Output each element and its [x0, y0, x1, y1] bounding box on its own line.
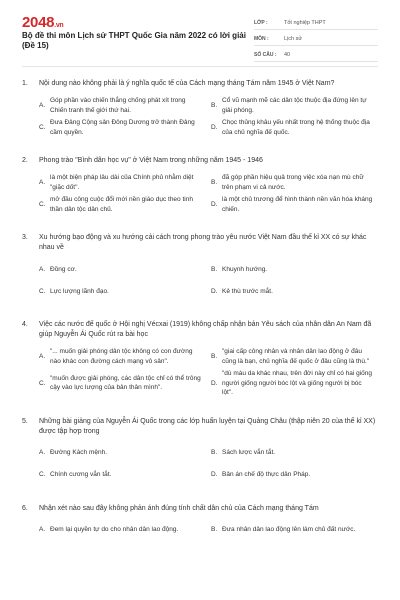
- option-b[interactable]: [211, 444, 383, 463]
- option-letter: B.: [211, 101, 218, 109]
- question-3: [22, 233, 378, 304]
- question-text: Nội dung nào không phải là ý nghĩa quốc tế của Cách mạng tháng Tám năm 1945 ở Việt Nam?: [39, 80, 335, 87]
- option-b[interactable]: [211, 96, 383, 115]
- option-c[interactable]: [39, 282, 211, 301]
- option-letter: B.: [211, 265, 218, 273]
- option-text: Chọc thủng khâu yếu nhất trong hệ thống thuộc địa của chủ nghĩa đế quốc.: [222, 119, 370, 136]
- option-text: "dù màu da khác nhau, trên đời này chỉ có hai giống người giống người bóc lột và giống người bị bóc lột".: [222, 370, 373, 396]
- option-letter: B.: [211, 526, 218, 534]
- option-b[interactable]: [211, 347, 383, 366]
- option-c[interactable]: [39, 118, 211, 137]
- option-letter: D.: [211, 123, 218, 131]
- option-letter: A.: [39, 449, 46, 457]
- option-letter: B.: [211, 449, 218, 457]
- option-text: là một biện pháp lâu dài của Chính phủ nhằm diệt "giặc dốt".: [50, 174, 194, 191]
- option-text: Đưa nhân dân lao động lên làm chủ đất nước.: [222, 526, 356, 534]
- option-b[interactable]: [211, 521, 383, 540]
- option-text: "muốn được giải phóng, các dân tộc chỉ có thể trông cậy vào lực lượng của bản thân mình".: [50, 374, 201, 392]
- option-text: Đồng cơ.: [50, 265, 77, 273]
- meta-row-count: [254, 48, 378, 62]
- question-text: Việc các nước đế quốc ở Hội nghị Vécxai (1919) không chấp nhận bản Yêu sách của nhân dân An Nam đã giúp Nguyễn Ái Quốc rút ra bài học: [39, 321, 372, 338]
- option-c[interactable]: [39, 369, 211, 398]
- option-text: "giai cấp công nhân và nhân dân lao động ở đâu cũng là bạn, chủ nghĩa đế quốc ở đâu cũng là thù.": [222, 348, 370, 365]
- option-text: Đưa Đảng Cộng sản Đông Dương trở thành Đảng cầm quyền.: [50, 119, 195, 136]
- question-1: [22, 79, 378, 140]
- option-d[interactable]: [211, 195, 383, 214]
- option-letter: D.: [211, 379, 218, 387]
- question-text: Phong trào "Bình dân học vụ" ở Việt Nam trong những năm 1945 - 1946: [39, 157, 263, 164]
- page-title: Bộ đề thi môn Lịch sử THPT Quốc Gia năm 2022 có lời giải (Đề 15): [22, 31, 246, 50]
- option-d[interactable]: [211, 466, 383, 485]
- option-text: Kẻ thù trước mắt.: [222, 287, 273, 295]
- question-number: 1.: [22, 80, 28, 87]
- option-letter: D.: [211, 200, 218, 208]
- option-a[interactable]: [39, 521, 211, 540]
- option-a[interactable]: [39, 347, 211, 366]
- option-text: Đường Kách mệnh.: [50, 449, 108, 457]
- option-a[interactable]: [39, 444, 211, 463]
- question-number: 4.: [22, 321, 28, 328]
- question-number: 3.: [22, 234, 28, 241]
- option-text: Khuynh hướng.: [222, 265, 268, 273]
- option-text: Lực lượng lãnh đạo.: [50, 287, 109, 295]
- question-2: [22, 156, 378, 217]
- meta-label: LỚP :: [254, 19, 268, 26]
- option-letter: A.: [39, 101, 46, 109]
- option-letter: C.: [39, 287, 46, 295]
- option-text: là một chủ trương để hình thành nền văn hóa kháng chiến.: [222, 196, 373, 213]
- question-6: [22, 504, 378, 543]
- meta-value: Lịch sử: [284, 35, 303, 42]
- site-logo[interactable]: [22, 14, 63, 31]
- question-text: Xu hướng bạo động và xu hướng cải cách trong phong trào yêu nước Việt Nam đầu thế kỉ XX có sự khác nhau về: [39, 234, 367, 251]
- option-letter: D.: [211, 471, 218, 479]
- meta-row-class: [254, 16, 378, 30]
- question-4: [22, 320, 378, 401]
- option-letter: C.: [39, 123, 46, 131]
- option-c[interactable]: [39, 466, 211, 485]
- option-letter: C.: [39, 379, 46, 387]
- option-a[interactable]: [39, 96, 211, 115]
- option-text: Bản án chế độ thực dân Pháp.: [222, 471, 311, 479]
- option-letter: A.: [39, 352, 46, 360]
- option-text: Sách lược vắn tắt.: [222, 449, 276, 457]
- option-a[interactable]: [39, 260, 211, 279]
- option-d[interactable]: [211, 118, 383, 137]
- question-number: 2.: [22, 157, 28, 164]
- option-a[interactable]: [39, 173, 211, 192]
- question-number: 6.: [22, 504, 28, 512]
- option-d[interactable]: [211, 282, 383, 301]
- question-5: [22, 417, 378, 488]
- option-letter: B.: [211, 178, 218, 186]
- meta-value: Tốt nghiệp THPT: [284, 19, 326, 26]
- option-letter: A.: [39, 526, 46, 534]
- option-b[interactable]: [211, 173, 383, 192]
- option-text: "... muốn giải phóng dân tộc không có con đường nào khác con đường cách mạng vô sản".: [50, 348, 193, 365]
- option-text: đã góp phần hiệu quả trong việc xóa nạn mù chữ trên phạm vi cả nước.: [222, 174, 364, 191]
- question-text: Những bài giảng của Nguyễn Ái Quốc trong các lớp huấn luyện tại Quảng Châu (thập niên 20 của thế kỉ XX) được tập hợp trong: [39, 417, 376, 435]
- option-letter: B.: [211, 352, 218, 360]
- meta-label: SỐ CÂU :: [254, 51, 277, 58]
- logo-suffix: .vn: [54, 22, 64, 29]
- option-text: Đem lại quyền tự do cho nhân dân lao động.: [50, 526, 179, 534]
- option-text: Chính cương vắn tắt.: [50, 471, 112, 479]
- meta-row-subject: [254, 32, 378, 46]
- option-b[interactable]: [211, 260, 383, 279]
- question-number: 5.: [22, 417, 28, 425]
- option-letter: C.: [39, 471, 46, 479]
- option-letter: A.: [39, 265, 46, 273]
- option-text: Góp phần vào chiến thắng chống phát xít trong Chiến tranh thế giới thứ hai.: [50, 97, 186, 114]
- option-c[interactable]: [39, 195, 211, 214]
- header-divider: [22, 66, 378, 67]
- question-list: [22, 79, 378, 543]
- meta-label: MÔN :: [254, 35, 269, 42]
- logo-main: 2048: [22, 14, 55, 31]
- option-text: Cổ vũ mạnh mẽ các dân tộc thuộc địa đứng lên tự giải phóng.: [222, 97, 367, 114]
- question-text: Nhận xét nào sau đây không phản ánh đúng tính chất dân chủ của Cách mạng tháng Tám: [39, 504, 319, 512]
- meta-value: 40: [284, 51, 291, 58]
- option-letter: A.: [39, 178, 46, 186]
- option-text: mở đầu công cuộc đổi mới nền giáo dục theo tinh thần dân tộc dân chủ.: [50, 196, 193, 213]
- option-letter: C.: [39, 200, 46, 208]
- option-d[interactable]: [211, 369, 383, 398]
- option-letter: D.: [211, 287, 218, 295]
- exam-meta: [254, 16, 378, 64]
